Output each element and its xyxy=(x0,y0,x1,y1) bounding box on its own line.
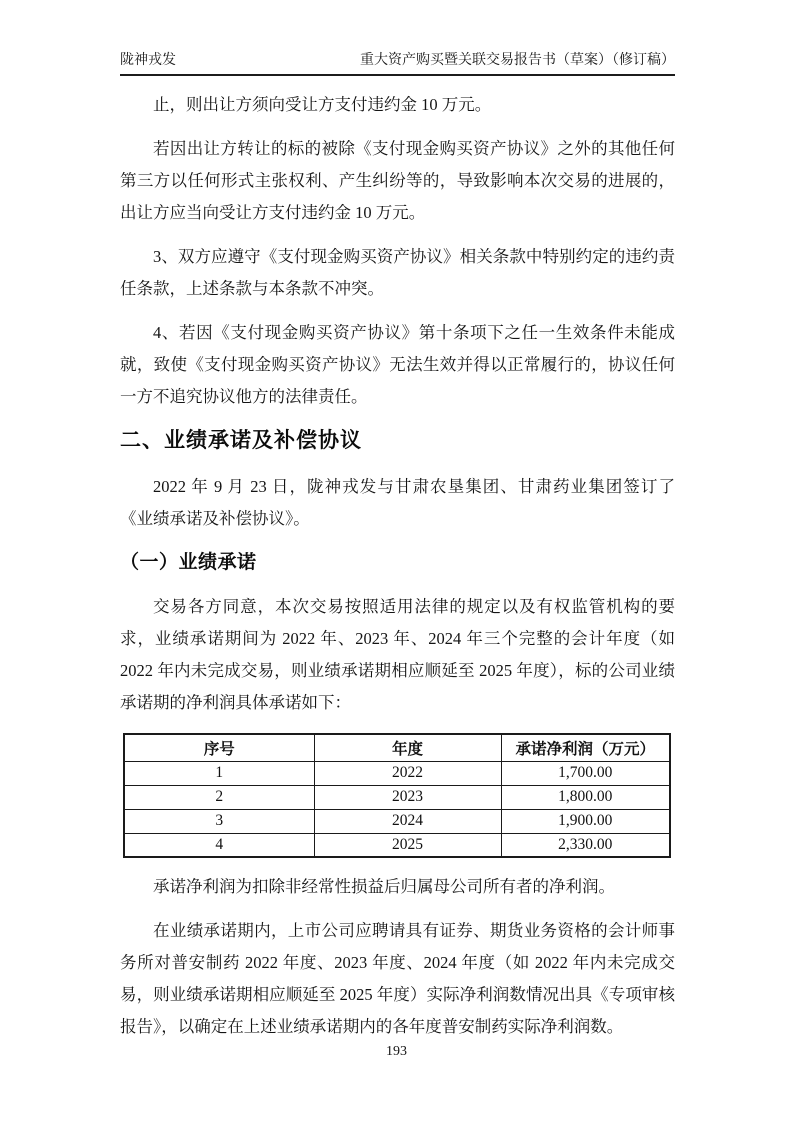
table-row xyxy=(124,809,670,833)
table-row xyxy=(124,833,670,857)
paragraph-profit-definition: 承诺净利润为扣除非经常性损益后归属母公司所有者的净利润。 xyxy=(153,877,615,896)
paragraph-commitment-period: 交易各方同意，本次交易按照适用法律的规定以及有权监管机构的要求，业绩承诺期间为 2022 年、2023 年、2024 年三个完整的会计年度（如 2022 年内未完成交易，则业绩承诺期相应顺延至 2025 年度），标的公司业绩承诺期的净利润具体承诺如下： xyxy=(120,597,675,712)
cell-index: 1 xyxy=(124,761,314,785)
cell-profit: 1,700.00 xyxy=(501,761,670,785)
table-row xyxy=(124,785,670,809)
col-header-index: 序号 xyxy=(124,734,314,761)
paragraph-clause-4: 4、若因《支付现金购买资产协议》第十条项下之任一生效条件未能成就，致使《支付现金购买资产协议》无法生效并得以正常履行的，协议任何一方不追究协议他方的法律责任。 xyxy=(120,323,675,406)
cell-year: 2022 xyxy=(314,761,501,785)
cell-year: 2025 xyxy=(314,833,501,857)
cell-year: 2023 xyxy=(314,785,501,809)
paragraph-audit-requirement: 在业绩承诺期内，上市公司应聘请具有证券、期货业务资格的会计师事务所对普安制药 2022 年度、2023 年度、2024 年度（如 2022 年内未完成交易，则业绩承诺期相应顺延至 2025 年度）实际净利润数情况出具《专项审核报告》，以确定在上述业绩承诺期内的各年度普安制药实际净利润数。 xyxy=(120,921,675,1036)
table-header-row xyxy=(124,734,670,761)
col-header-committed-profit: 承诺净利润（万元） xyxy=(501,734,670,761)
paragraph-agreement-signing: 2022 年 9 月 23 日，陇神戎发与甘肃农垦集团、甘肃药业集团签订了《业绩承诺及补偿协议》。 xyxy=(120,477,675,528)
col-header-year: 年度 xyxy=(314,734,501,761)
cell-index: 4 xyxy=(124,833,314,857)
page-content xyxy=(120,89,675,1043)
cell-profit: 1,900.00 xyxy=(501,809,670,833)
paragraph-clause-3: 3、双方应遵守《支付现金购买资产协议》相关条款中特别约定的违约责任条款，上述条款与本条款不冲突。 xyxy=(120,247,675,298)
table-row xyxy=(124,761,670,785)
cell-profit: 2,330.00 xyxy=(501,833,670,857)
cell-index: 2 xyxy=(124,785,314,809)
cell-year: 2024 xyxy=(314,809,501,833)
profit-commitment-table xyxy=(123,733,671,858)
cell-profit: 1,800.00 xyxy=(501,785,670,809)
header-company-name: 陇神戎发 xyxy=(120,53,176,68)
header-report-title: 重大资产购买暨关联交易报告书（草案）（修订稿） xyxy=(360,53,675,68)
section-heading-performance-commitment: 二、业绩承诺及补偿协议 xyxy=(120,428,362,452)
subsection-heading-commitment: （一）业绩承诺 xyxy=(120,551,257,573)
page-number: 193 xyxy=(386,1044,407,1059)
page-header xyxy=(120,52,675,76)
paragraph-penalty-conclusion: 止，则出让方须向受让方支付违约金 10 万元。 xyxy=(153,95,492,114)
paragraph-third-party-claims: 若因出让方转让的标的被除《支付现金购买资产协议》之外的其他任何第三方以任何形式主张权利、产生纠纷等的，导致影响本次交易的进展的，出让方应当向受让方支付违约金 10 万元。 xyxy=(120,139,675,222)
cell-index: 3 xyxy=(124,809,314,833)
